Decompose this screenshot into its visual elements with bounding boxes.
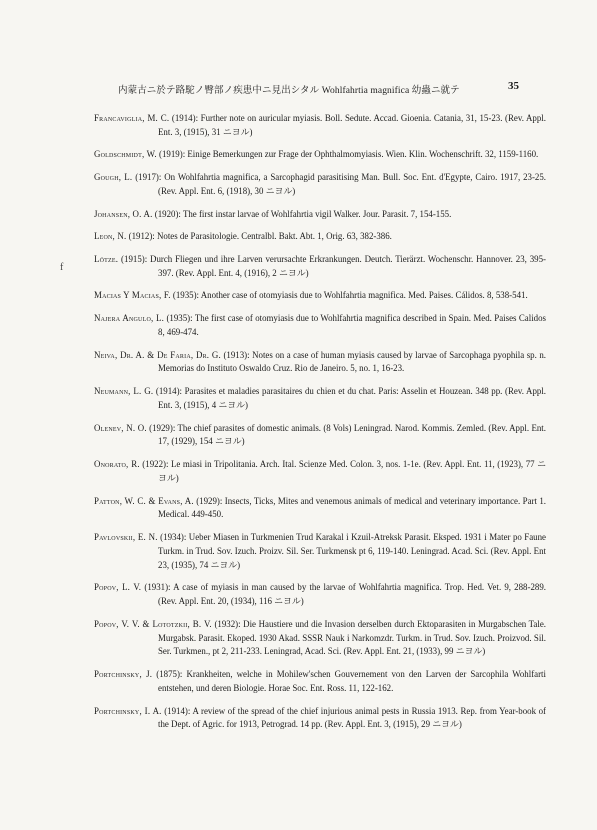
reference-author: Neiva, Dr. A. & De Faria, Dr. G. bbox=[94, 349, 221, 360]
reference-entry bbox=[94, 581, 546, 609]
reference-author: Johansen, O. A. bbox=[94, 208, 153, 219]
reference-text: (1919): Einige Bemerkungen zur Frage der Ophthalmomyiasis. Wien. Klin. Wochenschrift. 32, 1159-1160. bbox=[156, 149, 539, 160]
reference-text: (1934): Ueber Miasen in Turkmenien Trud Karakal i Kzuil-Atreksk Parasit. Eksped. 1931 i Mater po Faune Turkm. in Trud. Sov. Izuch. Proizv. Sil. Ser. Turkmensk pt 6, 119-140. Leningrad. Acad. Sci. (Rev. Appl. Ent 23, (1935), 74 ニヨル) bbox=[157, 532, 546, 570]
reference-text: (1935): The first case of otomyiasis due to Wohlfahrtia magnifica described in Spain. Med. Paises Calidos 8, 469-474. bbox=[158, 313, 546, 337]
page-number: 35 bbox=[508, 80, 519, 92]
reference-text: (1915): Durch Fliegen und ihre Larven verursachte Erkrankungen. Deutch. Tierärzt. Wochenschr. Hannover. 23, 395-397. (Rev. Appl. Ent. 4, (1916), 2 ニヨル) bbox=[118, 253, 546, 278]
reference-author: Neumann, L. G. bbox=[94, 386, 154, 397]
running-title: 内蒙古ニ於テ路駝ノ臀部ノ疾患中ニ見出シタル Wohlfahrtia magnifica 幼蟲ニ就テ bbox=[118, 86, 460, 96]
reference-author: Patton, W. C. & Evans, A. bbox=[94, 495, 194, 506]
reference-text: (1922): Le miasi in Tripolitania. Arch. Ital. Scienze Med. Colon. 3, nos. 1-1e. (Rev. Appl. Ent. 11, (1923), 77 ニヨル) bbox=[139, 459, 546, 483]
reference-text: (1914): Further note on auricular myiasis. Boll. Sedute. Accad. Gioenia. Catania, 31, 15-23. (Rev. Appl. Ent. 3, (1915), 31 ニヨル) bbox=[158, 112, 546, 137]
reference-list bbox=[94, 103, 546, 737]
reference-text: (1917): On Wohlfahrtia magnifica, a Sarcophagid parasitising Man. Bull. Soc. Ent. d'Egypte, Cairo. 1917, 23-25. (Rev. Appl. Ent. 6, (1918), 30 ニヨル) bbox=[132, 172, 547, 196]
reference-author: Macias Y Macias, F. bbox=[94, 290, 171, 301]
reference-author: Lötze. bbox=[94, 253, 119, 264]
reference-entry bbox=[94, 422, 546, 450]
reference-text: (1914): Parasites et maladies parasitaires du chien et du chat. Paris: Asselin et Houzean. 348 pp. (Rev. Appl. Ent. 3, (1915), 4 ニヨル) bbox=[153, 386, 547, 410]
reference-text: (1913): Notes on a case of human myiasis caused by larvae of Sarcophaga pyophila sp. n. Memorias do Instituto Oswaldo Cruz. Rio de Janeiro. 5, no. 1, 16-23. bbox=[158, 349, 546, 374]
reference-entry bbox=[94, 495, 546, 523]
reference-entry bbox=[94, 289, 546, 303]
reference-entry bbox=[94, 312, 546, 340]
reference-entry bbox=[94, 458, 546, 486]
margin-mark: f bbox=[60, 262, 64, 273]
reference-entry bbox=[94, 112, 546, 140]
reference-entry bbox=[94, 531, 546, 572]
reference-entry bbox=[94, 705, 546, 733]
reference-entry bbox=[94, 171, 546, 199]
reference-author: Popov, V. V. & Lototzkii, B. V. bbox=[94, 618, 212, 629]
reference-text: (1920): The first instar larvae of Wohlfahrtia vigil Walker. Jour. Parasit. 7, 154-155. bbox=[152, 208, 452, 219]
reference-entry bbox=[94, 230, 546, 244]
reference-author: Gough, L. bbox=[94, 172, 133, 183]
reference-author: Portchinsky, J. bbox=[94, 669, 153, 680]
reference-author: Francaviglia, M. C. bbox=[94, 112, 170, 123]
reference-author: Najera Angulo, L. bbox=[94, 313, 165, 324]
reference-text: (1912): Notes de Parasitologie. Centralbl. Bakt. Abt. 1, Orig. 63, 382-386. bbox=[126, 231, 392, 242]
reference-text: (1935): Another case of otomyiasis due to Wohlfahrtia magnifica. Med. Paises. Cálidos. 8, 538-541. bbox=[170, 290, 528, 301]
reference-text: (1929): Insects, Ticks, Mites and venemous animals of medical and veterinary importance. Part 1. Medical. 449-450. bbox=[158, 495, 546, 520]
reference-entry bbox=[94, 208, 546, 222]
reference-entry bbox=[94, 618, 546, 659]
reference-author: Popov, L. V. bbox=[94, 582, 142, 593]
reference-text: (1932): Die Haustiere und die Invasion derselben durch Ektoparasiten in Murgabschen Tale. Murgabsk. Parasit. Ekoped. 1930 Akad. SSSR Nauk i Narkomzdr. Turkm. in Trud. Sov. Izuch. Proizvod. Sil. Ser. Turkmen., pt 2, 211-233. Leningrad, Acad. Sci. (Rev. Appl. Ent. 21, (1933), 99 ニヨル) bbox=[158, 618, 546, 657]
reference-entry bbox=[94, 148, 546, 162]
running-header bbox=[0, 80, 597, 98]
reference-text: (1929): The chief parasites of domestic animals. (8 Vols) Leningrad. Narod. Kommis. Zemled. (Rev. Appl. Ent. 17, (1929), 154 ニヨル) bbox=[146, 422, 546, 447]
reference-author: Goldschmidt, W. bbox=[94, 149, 157, 160]
reference-entry bbox=[94, 349, 546, 377]
reference-text: (1914): A review of the spread of the chief injurious animal pests in Russia 1913. Rep. from Year-book of the Dept. of Agric. for 1913, Petrograd. 14 pp. (Rev. Appl. Ent. 3, (1915), 29 ニヨル) bbox=[158, 705, 547, 730]
reference-author: Leon, N. bbox=[94, 231, 127, 242]
reference-entry bbox=[94, 385, 546, 413]
reference-entry bbox=[94, 253, 546, 281]
reference-text: (1931): A case of myiasis in man caused by the larvae of Wohlfahrtia magnifica. Trop. Hed. Vet. 9, 288-289. (Rev. Appl. Ent. 20, (1934), 116 ニヨル) bbox=[141, 582, 546, 607]
reference-author: Pavlovskii, E. N. bbox=[94, 532, 158, 542]
reference-entry bbox=[94, 668, 546, 696]
reference-author: Portchinsky, I. A. bbox=[94, 705, 162, 716]
reference-author: Olenev, N. O. bbox=[94, 422, 147, 433]
reference-author: Onorato, R. bbox=[94, 459, 140, 470]
reference-text: (1875): Krankheiten, welche in Mohilew'schen Gouvernement von den Larven der Sarcophila Wohlfarti entstehen, und deren Biologie. Horae Soc. Ent. Ross. 11, 122-162. bbox=[152, 669, 546, 693]
